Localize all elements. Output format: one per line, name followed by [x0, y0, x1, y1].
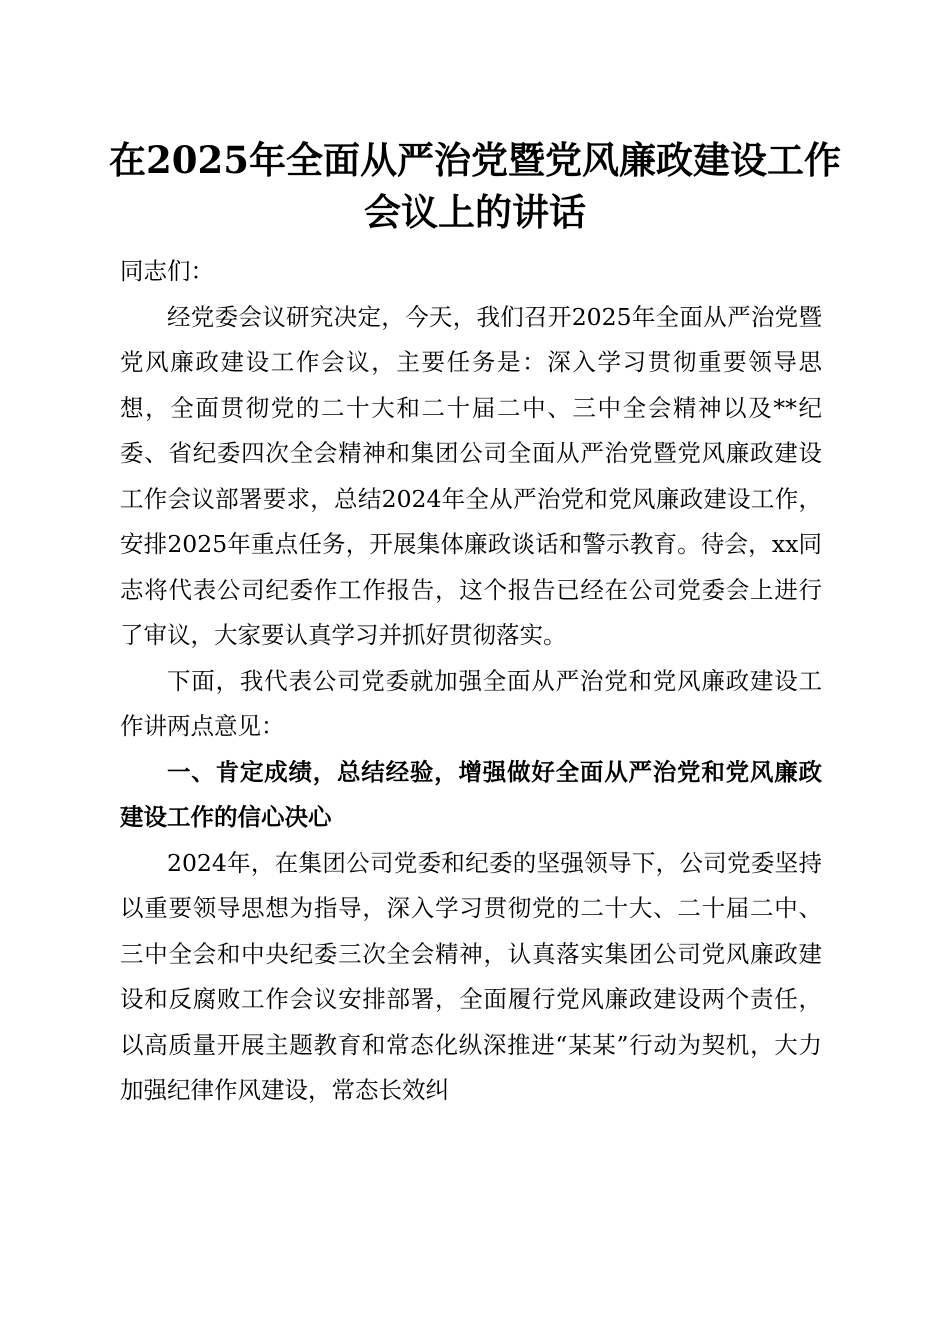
paragraph-3: 2024年，在集团公司党委和纪委的坚强领导下，公司党委坚持以重要领导思想为指导，深入学习贯彻党的二十大、二十届二中、三中全会和中央纪委三次全会精神，认真落实集团公司党风廉政建设和反腐败工作会议安排部署，全面履行党风廉政建设两个责任，以高质量开展主题教育和常态化纵深推进“某某”行动为契机，大力加强纪律作风建设，常态长效纠	[120, 848, 822, 1104]
salutation: 同志们：	[120, 257, 214, 285]
section-heading-1: 一、肯定成绩，总结经验，增强做好全面从严治党和党风廉政建设工作的信心决心	[120, 757, 822, 831]
title-line-2: 会议上的讲话	[364, 190, 586, 234]
paragraph-2: 下面，我代表公司党委就加强全面从严治党和党风廉政建设工作讲两点意见：	[120, 666, 822, 740]
title-line-1: 在2025年全面从严治党暨党风廉政建设工作	[109, 138, 841, 182]
paragraph-1: 经党委会议研究决定，今天，我们召开2025年全面从严治党暨党风廉政建设工作会议，主要任务是：深入学习贯彻重要领导思想，全面贯彻党的二十大和二十届二中、三中全会精神以及**纪委、省纪委四次全会精神和集团公司全面从严治党暨党风廉政建设工作会议部署要求，总结2024年全从严治党和党风廉政建设工作，安排2025年重点任务，开展集体廉政谈话和警示教育。待会，xx同志将代表公司纪委作工作报告，这个报告已经在公司党委会上进行了审议，大家要认真学习并抓好贯彻落实。	[120, 302, 822, 649]
document-title	[100, 134, 850, 238]
document-body	[120, 249, 822, 1114]
